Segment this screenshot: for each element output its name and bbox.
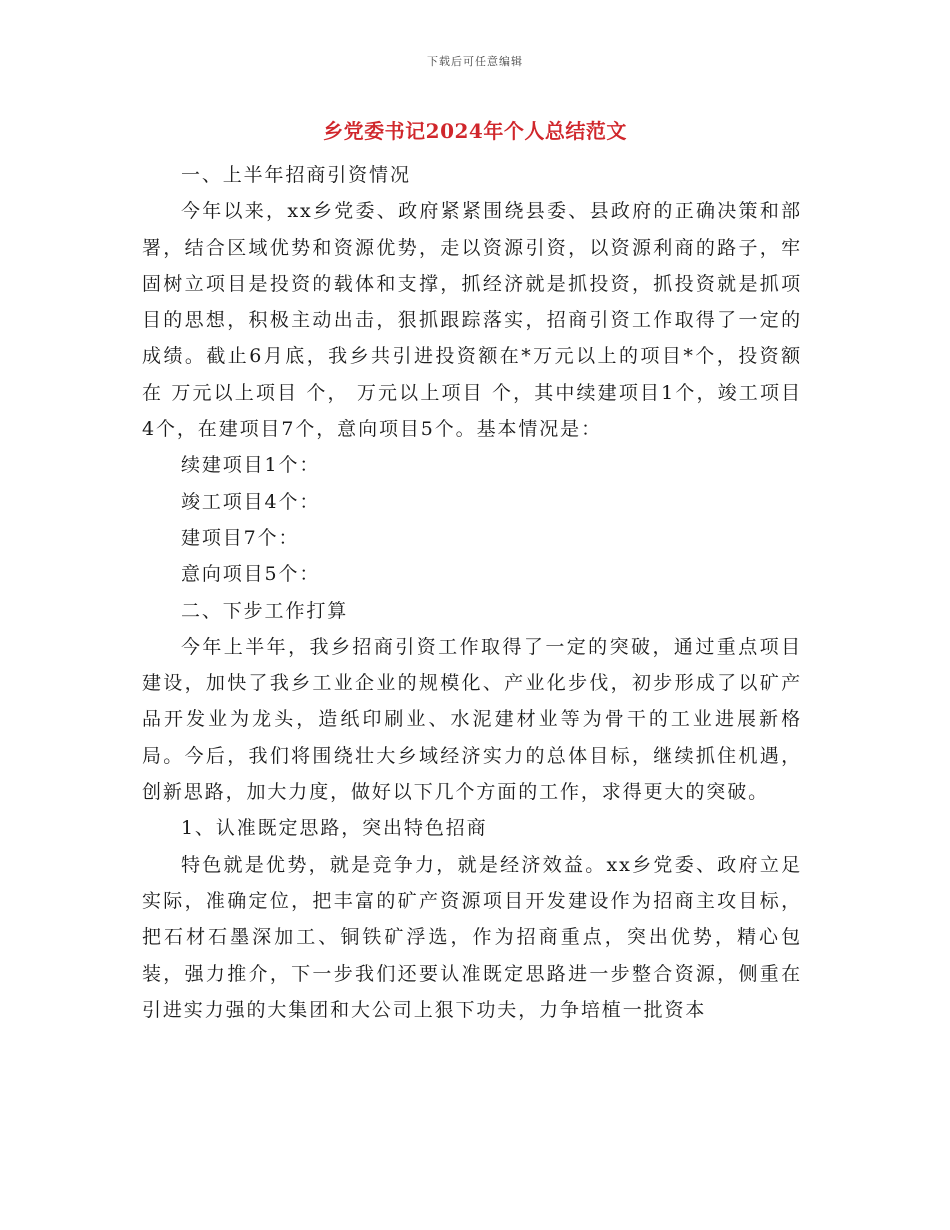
document-body bbox=[142, 157, 802, 1028]
paragraph-investment-overview: 今年以来，xx乡党委、政府紧紧围绕县委、县政府的正确决策和部署，结合区域优势和资源优势，走以资源引资，以资源利商的路子，牢固树立项目是投资的载体和支撑，抓经济就是抓投资，抓投资就是抓项目的思想，积极主动出击，狠抓跟踪落实，招商引资工作取得了一定的成绩。截止6月底，我乡共引进投资额在*万元以上的项目*个，投资额在 万元以上项目 个， 万元以上项目 个，其中续建项目1个，竣工项目4个，在建项目7个，意向项目5个。基本情况是： bbox=[142, 200, 802, 441]
list-item-intended-projects: 意向项目5个： bbox=[180, 563, 321, 586]
section-heading-2: 二、下步工作打算 bbox=[180, 599, 349, 622]
paragraph-featured-investment: 特色就是优势，就是竞争力，就是经济效益。xx乡党委、政府立足实际，准确定位，把丰富的矿产资源项目开发建设作为招商主攻目标，把石材石墨深加工、铜铁矿浮选，作为招商重点，突出优势，精心包装，强力推介，下一步我们还要认准既定思路进一步整合资源，侧重在引进实力强的大集团和大公司上狠下功夫，力争培植一批资本 bbox=[142, 853, 802, 1021]
subsection-heading-1: 1、认准既定思路，突出特色招商 bbox=[180, 817, 488, 840]
document-title: 乡党委书记2024年个人总结范文 bbox=[323, 119, 627, 143]
paragraph-next-steps: 今年上半年，我乡招商引资工作取得了一定的突破，通过重点项目建设，加快了我乡工业企业的规模化、产业化步伐，初步形成了以矿产品开发业为龙头，造纸印刷业、水泥建材业等为骨干的工业进展新格局。今后，我们将围绕壮大乡域经济实力的总体目标，继续抓住机遇，创新思路，加大力度，做好以下几个方面的工作，求得更大的突破。 bbox=[142, 635, 802, 804]
header-note: 下载后可任意编辑 bbox=[427, 55, 523, 68]
list-item-continuing-projects: 续建项目1个： bbox=[180, 454, 321, 477]
list-item-projects-under-construction: 建项目7个： bbox=[180, 526, 300, 549]
list-item-completed-projects: 竣工项目4个： bbox=[180, 490, 321, 513]
section-heading-1: 一、上半年招商引资情况 bbox=[180, 164, 411, 186]
